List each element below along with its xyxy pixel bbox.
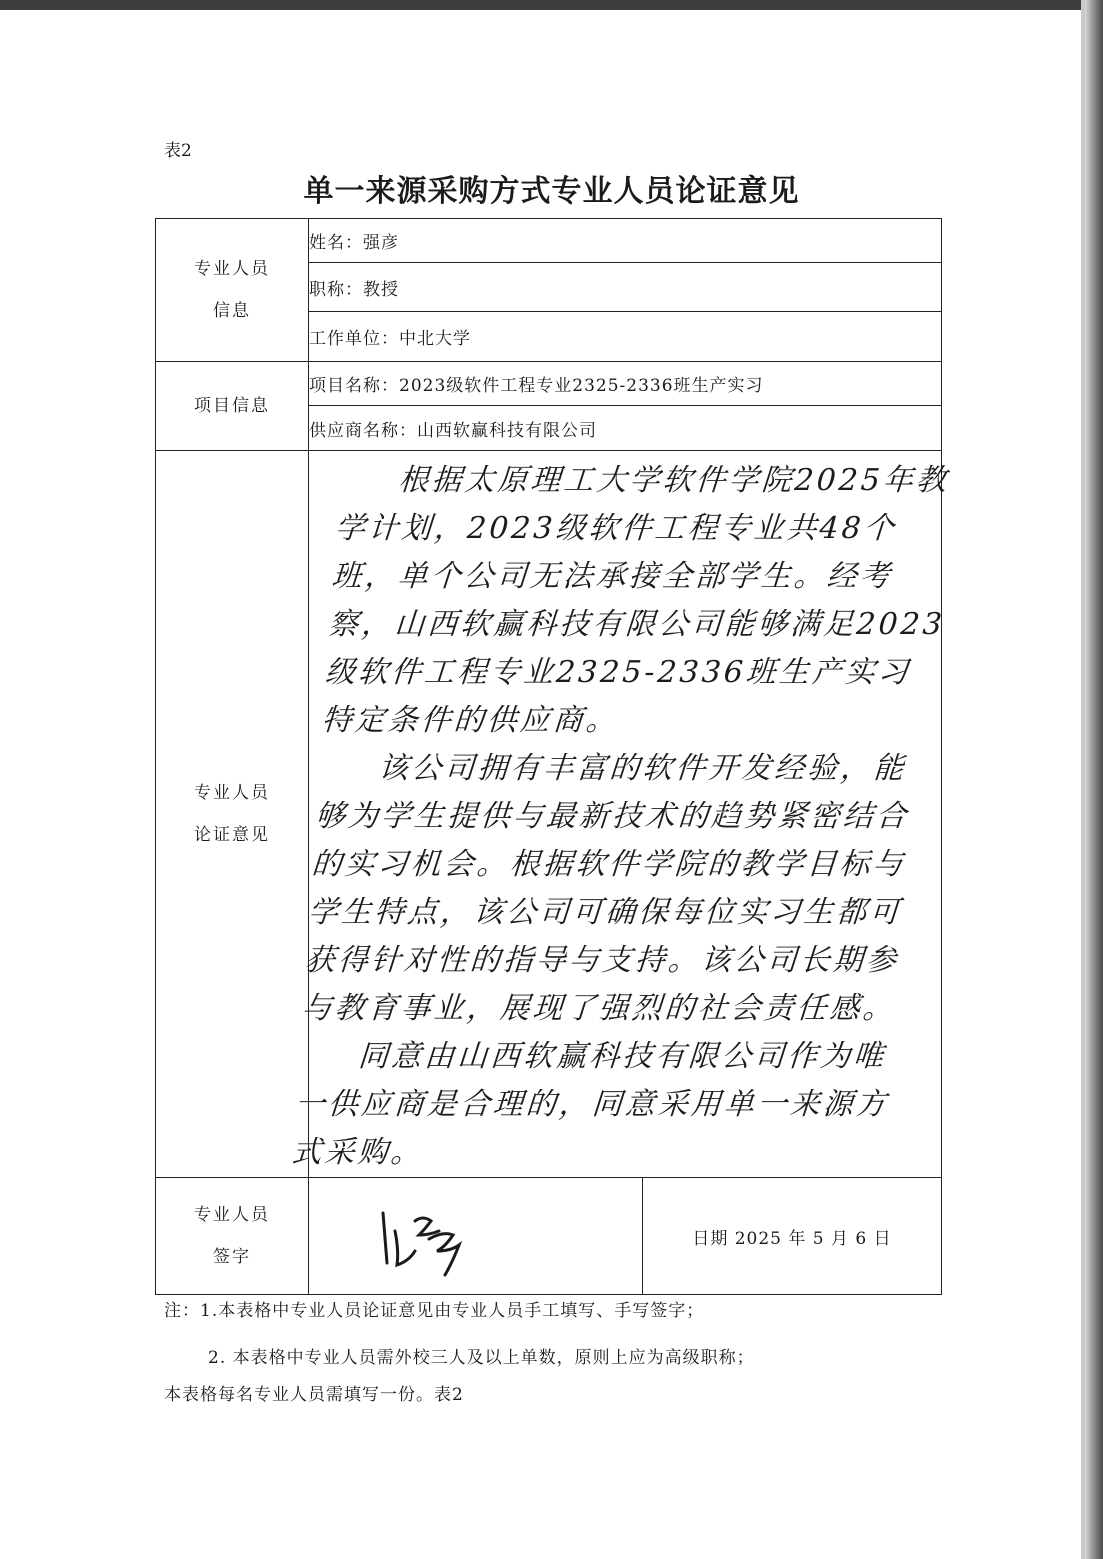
project-info-label: 项目信息 [156, 362, 309, 451]
expert-workplace-field: 工作单位：中北大学 [309, 312, 942, 362]
handwritten-opinion [284, 457, 966, 1177]
opinion-content [290, 451, 951, 1178]
signature-cell [309, 1178, 643, 1295]
project-name-field: 项目名称：2023级软件工程专业2325-2336班生产实习 [309, 362, 942, 406]
document-title: 单一来源采购方式专业人员论证意见 [303, 174, 800, 209]
note-line-1: 注：1.本表格中专业人员论证意见由专业人员手工填写、手写签字； [164, 1301, 705, 1321]
expert-info-label-text: 专业人员 信息 [194, 259, 270, 321]
opinion-paragraph-2: 该公司拥有丰富的软件开发经验，能够为学生提供与最新技术的趋势紧密结合的实习机会。根据软件学院的教学目标与学生特点，该公司可确保每位实习生都可获得针对性的指导与支持。该公司长期参与教育事业，展现了强烈的社会责任感。 [300, 751, 911, 1026]
note-line-3: 本表格每名专业人员需填写一份。表2 [164, 1385, 464, 1405]
opinion-label-text: 专业人员 论证意见 [194, 783, 270, 845]
opinion-paragraph-3: 同意由山西软赢科技有限公司作为唯一供应商是合理的，同意采用单一来源方式采购。 [290, 1039, 891, 1170]
argument-form-table [155, 218, 951, 1295]
signature-label-text: 专业人员 签字 [194, 1205, 270, 1267]
handwritten-signature [369, 1191, 489, 1281]
signature-date: 日期 2025 年 5 月 6 日 [643, 1178, 942, 1295]
opinion-label [156, 451, 309, 1178]
row-project-name [156, 362, 942, 406]
row-signature [156, 1178, 942, 1295]
form-label: 表2 [164, 141, 192, 161]
signature-label [156, 1178, 309, 1295]
scan-edge-top [0, 0, 1103, 10]
row-name [156, 219, 942, 263]
expert-name-field: 姓名：强彦 [309, 219, 942, 263]
row-opinion [156, 451, 942, 1178]
note-line-2: 2. 本表格中专业人员需外校三人及以上单数，原则上应为高级职称； [208, 1348, 755, 1368]
expert-title-field: 职称：教授 [309, 263, 942, 312]
expert-info-label [156, 219, 309, 362]
supplier-name-field: 供应商名称：山西软赢科技有限公司 [309, 406, 942, 451]
scan-edge-right [1085, 0, 1103, 1559]
opinion-paragraph-1: 根据太原理工大学软件学院2025年教学计划，2023级软件工程专业共48个班，单个公司无法承接全部学生。经考察，山西软赢科技有限公司能够满足2023级软件工程专业2325-2336班生产实习特定条件的供应商。 [320, 463, 951, 738]
